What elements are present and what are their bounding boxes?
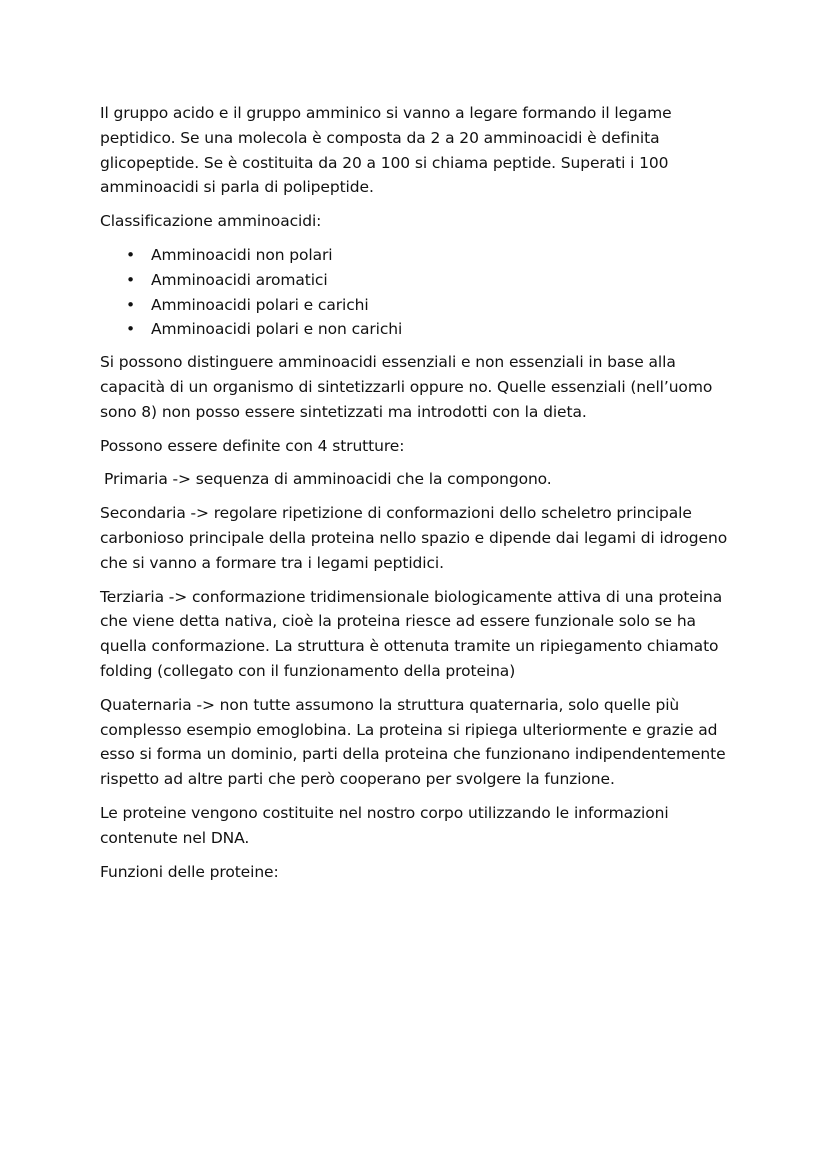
document-body: [100, 101, 740, 893]
paragraph-essential-amino-acids: Si possono distinguere amminoacidi essenziali e non essenziali in base alla capacità di un organismo di sintetizzarli oppure no. Quelle essenziali (nell’uomo sono 8) non posso essere sintetizzati ma introdotti con la dieta.: [100, 353, 713, 421]
list-item: [100, 293, 740, 318]
classification-heading: Classificazione amminoacidi:: [100, 212, 322, 231]
structures-heading: Possono essere definite con 4 strutture:: [100, 436, 405, 455]
list-item: [100, 243, 740, 268]
bullet-icon: •: [126, 295, 136, 314]
list-item: [100, 268, 740, 293]
list-item-text: Amminoacidi polari e carichi: [151, 295, 369, 314]
bullet-icon: •: [126, 270, 136, 289]
list-item-text: Amminoacidi polari e non carichi: [151, 320, 403, 339]
list-item-text: Amminoacidi non polari: [151, 245, 333, 264]
bullet-icon: •: [126, 245, 136, 264]
paragraph-dna: Le proteine vengono costituite nel nostro corpo utilizzando le informazioni contenute nel DNA.: [100, 803, 669, 847]
list-item: [100, 317, 740, 342]
amino-acid-classification-list: [100, 243, 740, 342]
list-item-text: Amminoacidi aromatici: [151, 270, 328, 289]
quaternary-structure: Quaternaria -> non tutte assumono la struttura quaternaria, solo quelle più complesso esempio emoglobina. La proteina si ripiega ulteriormente e grazie ad esso si forma un dominio, parti della proteina che funzionano indipendentemente rispetto ad altre parti che però cooperano per svolgere la funzione.: [100, 695, 726, 789]
paragraph-peptide-bond: Il gruppo acido e il gruppo amminico si vanno a legare formando il legame peptidico. Se una molecola è composta da 2 a 20 amminoacidi è definita glicopeptide. Se è costituita da 20 a 100 si chiama peptide. Superati i 100 amminoacidi si parla di polipeptide.: [100, 104, 672, 197]
bullet-icon: •: [126, 320, 136, 339]
functions-heading: Funzioni delle proteine:: [100, 862, 279, 881]
secondary-structure: Secondaria -> regolare ripetizione di conformazioni dello scheletro principale carbonioso principale della proteina nello spazio e dipende dai legami di idrogeno che si vanno a formare tra i legami peptidici.: [100, 504, 728, 572]
tertiary-structure: Terziaria -> conformazione tridimensionale biologicamente attiva di una proteina che viene detta nativa, cioè la proteina riesce ad essere funzionale solo se ha quella conformazione. La struttura è ottenuta tramite un ripiegamento chiamato folding (collegato con il funzionamento della proteina): [100, 587, 723, 680]
primary-structure: Primaria -> sequenza di amminoacidi che la compongono.: [104, 470, 552, 489]
